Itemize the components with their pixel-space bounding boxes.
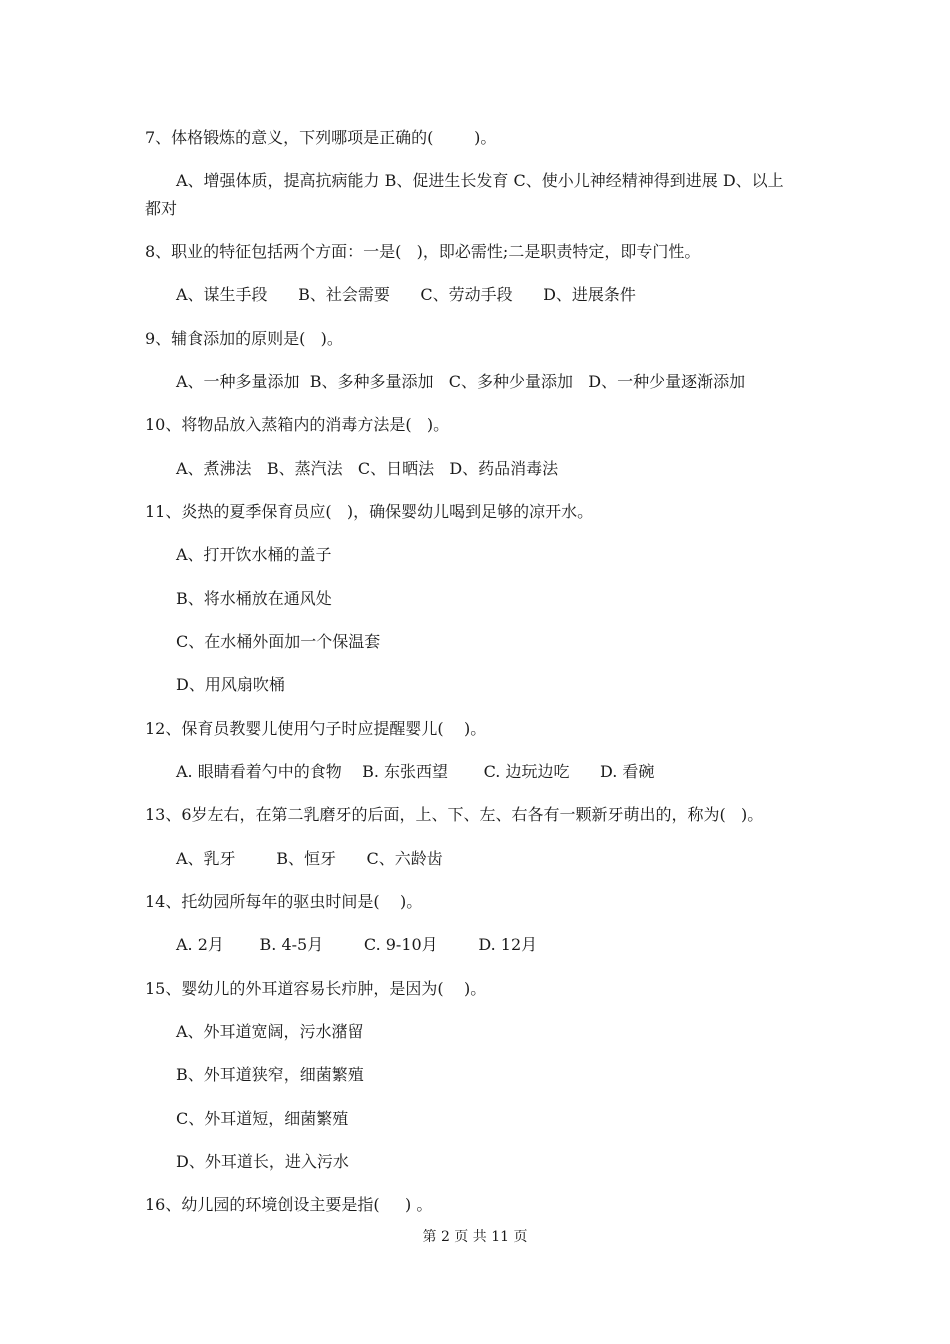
question-8: 8、职业的特征包括两个方面：一是( )，即必需性;二是职责特定，即专门性。 xyxy=(145,242,701,261)
question-11-option-d: D、用风扇吹桶 xyxy=(176,675,285,694)
question-10-options: A、煮沸法 B、蒸汽法 C、日晒法 D、药品消毒法 xyxy=(176,459,559,478)
question-11-option-a: A、打开饮水桶的盖子 xyxy=(176,545,332,564)
question-15-option-c: C、外耳道短，细菌繁殖 xyxy=(176,1109,349,1128)
question-11: 11、炎热的夏季保育员应( )，确保婴幼儿喝到足够的凉开水。 xyxy=(145,502,594,521)
question-16: 16、幼儿园的环境创设主要是指( ) 。 xyxy=(145,1195,433,1214)
question-12-options: A. 眼睛看着勺中的食物 B. 东张西望 C. 边玩边吃 D. 看碗 xyxy=(176,762,655,781)
question-14: 14、托幼园所每年的驱虫时间是( )。 xyxy=(145,892,423,911)
question-10: 10、将物品放入蒸箱内的消毒方法是( )。 xyxy=(145,415,450,434)
question-14-options: A. 2月 B. 4-5月 C. 9-10月 D. 12月 xyxy=(176,935,538,954)
question-7: 7、体格锻炼的意义，下列哪项是正确的( )。 xyxy=(145,128,497,147)
question-15-option-a: A、外耳道宽阔，污水潴留 xyxy=(176,1022,364,1041)
question-15-option-b: B、外耳道狭窄，细菌繁殖 xyxy=(176,1065,364,1084)
question-8-options: A、谋生手段 B、社会需要 C、劳动手段 D、进展条件 xyxy=(176,285,636,304)
question-7-options: A、增强体质，提高抗病能力 B、促进生长发育 C、使小儿神经精神得到进展 D、以上 xyxy=(176,171,784,190)
question-9: 9、辅食添加的原则是( )。 xyxy=(145,329,343,348)
question-11-option-b: B、将水桶放在通风处 xyxy=(176,589,332,608)
question-7-options-continued: 都对 xyxy=(145,199,178,218)
question-13-options: A、乳牙 B、恒牙 C、六龄齿 xyxy=(176,849,443,868)
question-13: 13、6岁左右，在第二乳磨牙的后面，上、下、左、右各有一颗新牙萌出的，称为( )。 xyxy=(145,805,764,824)
question-15-option-d: D、外耳道长，进入污水 xyxy=(176,1152,349,1171)
page-footer: 第 2 页 共 11 页 xyxy=(422,1229,528,1245)
question-11-option-c: C、在水桶外面加一个保温套 xyxy=(176,632,381,651)
question-9-options: A、一种多量添加 B、多种多量添加 C、多种少量添加 D、一种少量逐渐添加 xyxy=(176,372,746,391)
question-12: 12、保育员教婴儿使用勺子时应提醒婴儿( )。 xyxy=(145,719,487,738)
question-15: 15、婴幼儿的外耳道容易长疖肿，是因为( )。 xyxy=(145,979,487,998)
